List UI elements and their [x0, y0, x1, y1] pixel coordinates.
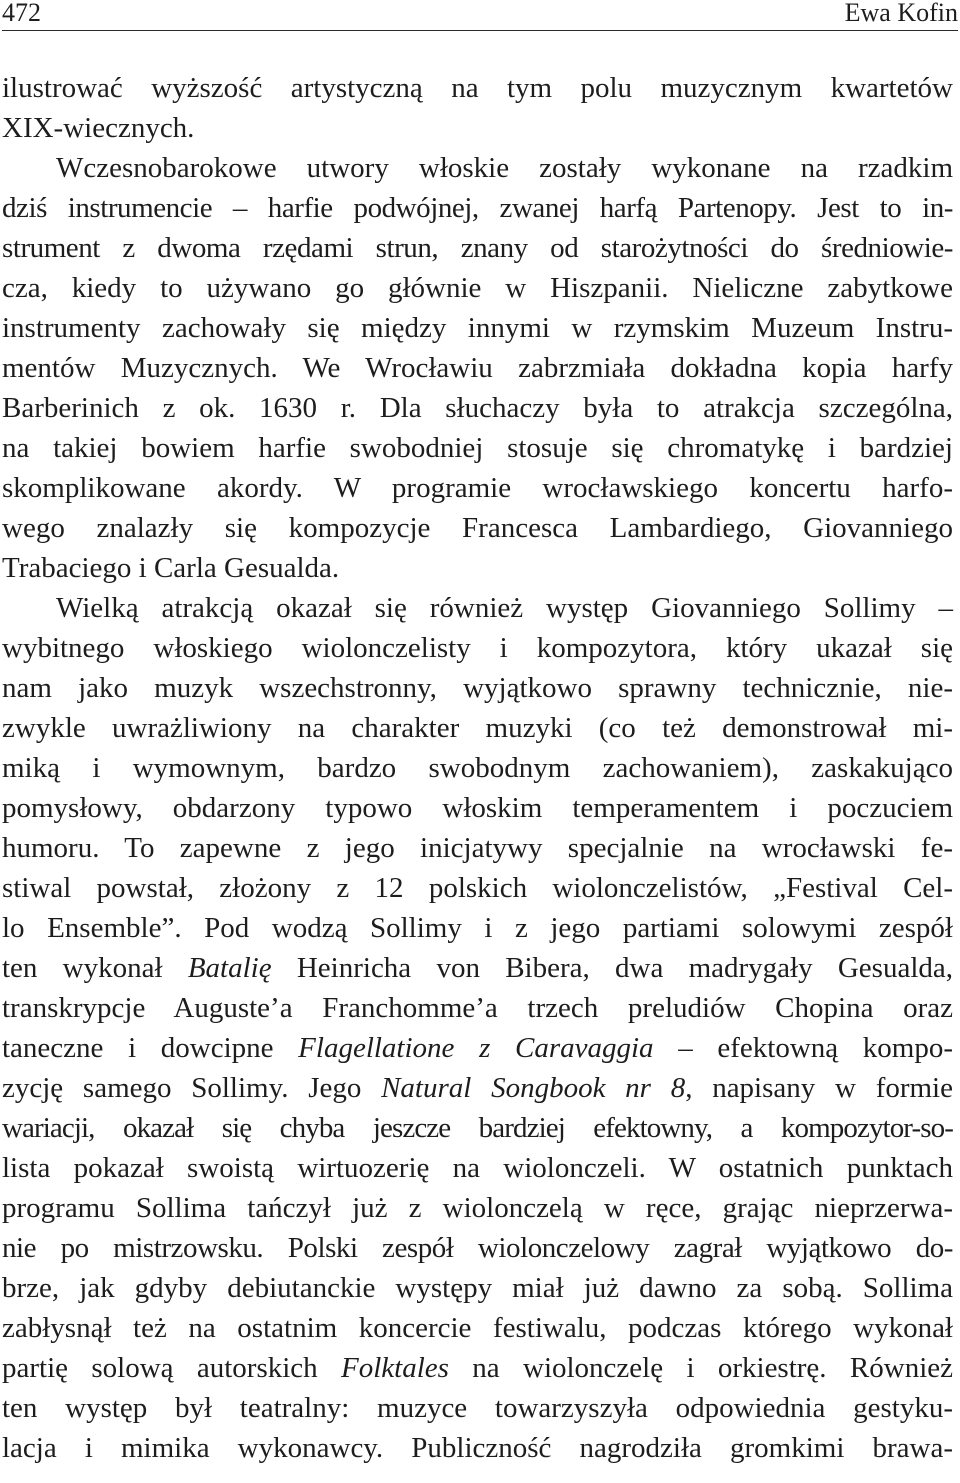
text-line: wego znalazły się kompozycje Francesca Lambardiego, Giovanniego: [2, 512, 953, 544]
text-line: Barberinich z ok. 1630 r. Dla słuchaczy była to atrakcja szczególna,: [2, 392, 953, 424]
page-number: 472: [2, 0, 41, 27]
italic-title: Batalię: [187, 952, 272, 984]
text-line: wybitnego włoskiego wiolonczelisty i kompozytora, który ukazał się: [2, 632, 953, 664]
text-line: ilustrować wyższość artystyczną na tym polu muzycznym kwartetów: [2, 72, 953, 104]
text-line: humoru. To zapewne z jego inicjatywy specjalnie na wrocławski fe-: [2, 832, 953, 864]
text-line: zycję samego Sollimy. Jego Natural Songbook nr 8, napisany w formie: [2, 1072, 953, 1104]
text-line: brze, jak gdyby debiutanckie występy miał już dawno za sobą. Sollima: [2, 1272, 953, 1304]
text-line: Trabaciego i Carla Gesualda.: [2, 552, 340, 584]
text-line: nam jako muzyk wszechstronny, wyjątkowo sprawny technicznie, nie-: [2, 672, 953, 704]
text-line: taneczne i dowcipne Flagellatione z Caravaggia – efektowną kompo-: [2, 1032, 953, 1064]
text-line: XIX-wiecznych.: [2, 112, 195, 144]
text-line: lista pokazał swoistą wirtuozerię na wiolonczeli. W ostatnich punktach: [2, 1152, 953, 1184]
text-line: ten występ był teatralny: muzyce towarzyszyła odpowiednia gestyku-: [2, 1392, 953, 1424]
text-line: programu Sollima tańczył już z wiolonczelą w ręce, grając nieprzerwa-: [2, 1192, 953, 1224]
text-line: lacja i mimika wykonawcy. Publiczność nagrodziła gromkimi brawa-: [2, 1432, 953, 1464]
text-line: zwykle uwrażliwiony na charakter muzyki (co też demonstrował mi-: [2, 712, 953, 744]
article-body: [2, 68, 953, 1468]
text-line: skomplikowane akordy. W programie wrocławskiego koncertu harfo-: [2, 472, 953, 504]
italic-title: Folktales: [341, 1352, 449, 1384]
text-line: na takiej bowiem harfie swobodniej stosuje się chromatykę i bardziej: [2, 432, 953, 464]
text-line: pomysłowy, obdarzony typowo włoskim temperamentem i poczuciem: [2, 792, 953, 824]
text-line: zabłysnął też na ostatnim koncercie festiwalu, podczas którego wykonał: [2, 1312, 953, 1344]
running-head-author: Ewa Kofin: [844, 0, 958, 27]
text-line: miką i wymownym, bardzo swobodnym zachowaniem), zaskakująco: [2, 752, 953, 784]
text-line: transkrypcje Auguste’a Franchomme’a trzech preludiów Chopina oraz: [2, 992, 953, 1024]
text-line: nie po mistrzowsku. Polski zespół wiolonczelowy zagrał wyjątkowo do-: [2, 1232, 953, 1264]
text-line: wariacji, okazał się chyba jeszcze bardziej efektowny, a kompozytor-so-: [2, 1112, 953, 1144]
text-line: mentów Muzycznych. We Wrocławiu zabrzmiała dokładna kopia harfy: [2, 352, 953, 384]
text-line: stiwal powstał, złożony z 12 polskich wiolonczelistów, „Festival Cel-: [2, 872, 953, 904]
running-head: [2, 0, 958, 31]
text-line: dziś instrumencie – harfie podwójnej, zwanej harfą Partenopy. Jest to in-: [2, 192, 953, 224]
text-line: partię solową autorskich Folktales na wiolonczelę i orkiestrę. Również: [2, 1352, 953, 1384]
text-line: cza, kiedy to używano go głównie w Hiszpanii. Nieliczne zabytkowe: [2, 272, 953, 304]
text-line: Wczesnobarokowe utwory włoskie zostały wykonane na rzadkim: [56, 152, 953, 184]
text-line: Wielką atrakcją okazał się również występ Giovanniego Sollimy –: [56, 592, 953, 624]
text-line: lo Ensemble”. Pod wodzą Sollimy i z jego partiami solowymi zespół: [2, 912, 953, 944]
text-line: instrumenty zachowały się między innymi w rzymskim Muzeum Instru-: [2, 312, 953, 344]
italic-title: Flagellatione z Caravaggia: [298, 1032, 654, 1064]
text-line: strument z dwoma rzędami strun, znany od starożytności do średniowie-: [2, 232, 953, 264]
italic-title: Natural Songbook nr 8: [381, 1072, 686, 1104]
text-line: ten wykonał Batalię Heinricha von Bibera, dwa madrygały Gesualda,: [2, 952, 953, 984]
